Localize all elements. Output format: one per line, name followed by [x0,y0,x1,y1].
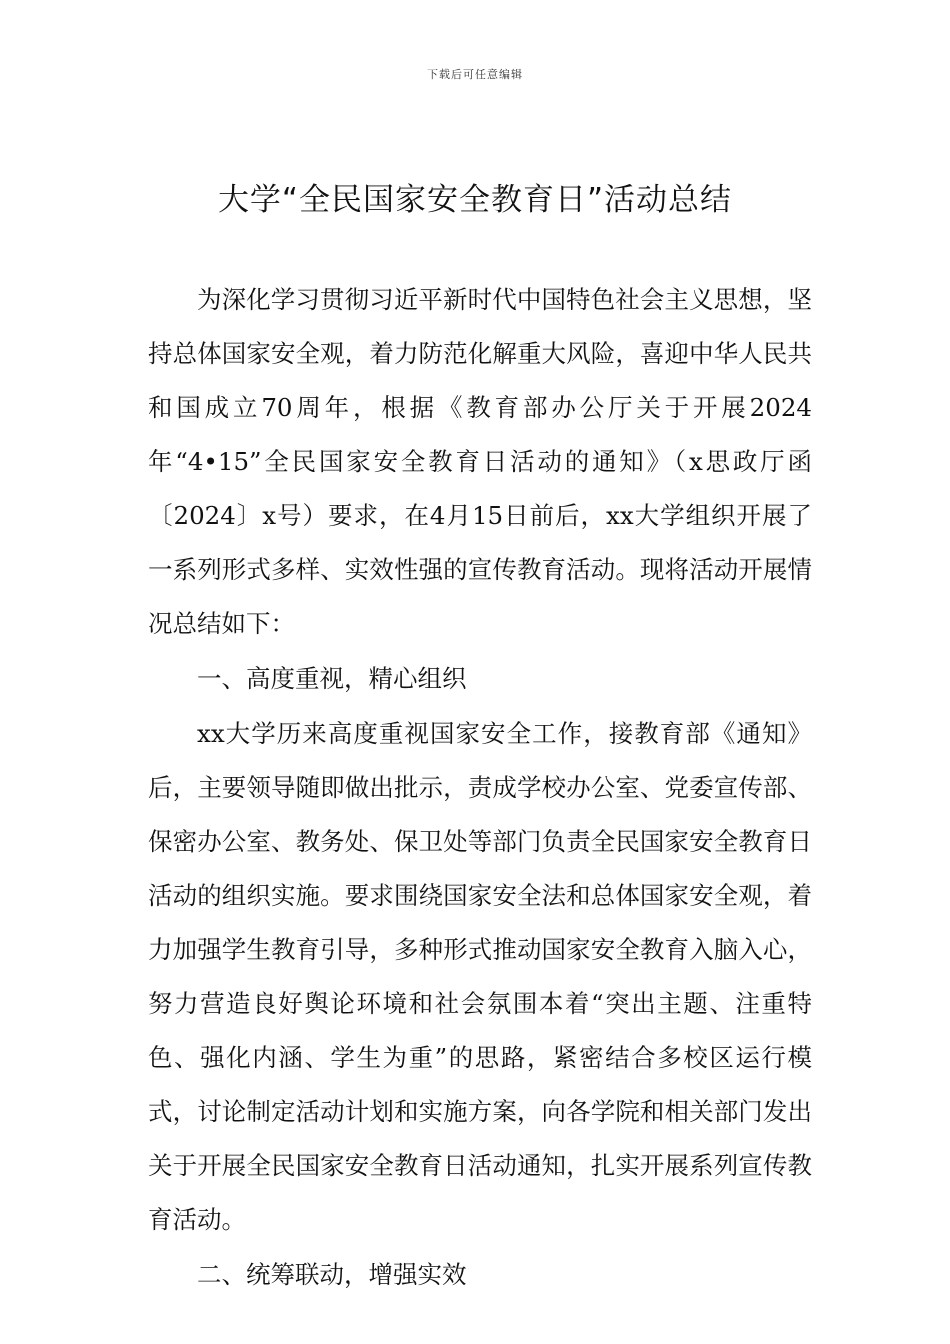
document-title: 大学“全民国家安全教育日”活动总结 [217,182,733,218]
document-body [148,272,812,1302]
section-1-paragraph: xx大学历来高度重视国家安全工作，接教育部《通知》后，主要领导随即做出批示，责成学校办公室、党委宣传部、保密办公室、教务处、保卫处等部门负责全民国家安全教育日活动的组织实施。要求围绕国家安全法和总体国家安全观，着力加强学生教育引导，多种形式推动国家安全教育入脑入心，努力营造良好舆论环境和社会氛围本着“突出主题、注重特色、强化内涵、学生为重”的思路，紧密结合多校区运行模式，讨论制定活动计划和实施方案，向各学院和相关部门发出关于开展全民国家安全教育日活动通知，扎实开展系列宣传教育活动。 [148,719,812,1234]
section-heading-2: 二、统筹联动，增强实效 [197,1260,467,1289]
page-header-note: 下载后可任意编辑 [427,68,523,81]
section-heading-1: 一、高度重视，精心组织 [197,664,467,693]
intro-paragraph: 为深化学习贯彻习近平新时代中国特色社会主义思想，坚持总体国家安全观，着力防范化解重大风险，喜迎中华人民共和国成立70周年，根据《教育部办公厅关于开展2024年“4•15”全民国家安全教育日活动的通知》（x思政厅函〔2024〕x号）要求，在4月15日前后，xx大学组织开展了一系列形式多样、实效性强的宣传教育活动。现将活动开展情况总结如下： [148,285,812,638]
